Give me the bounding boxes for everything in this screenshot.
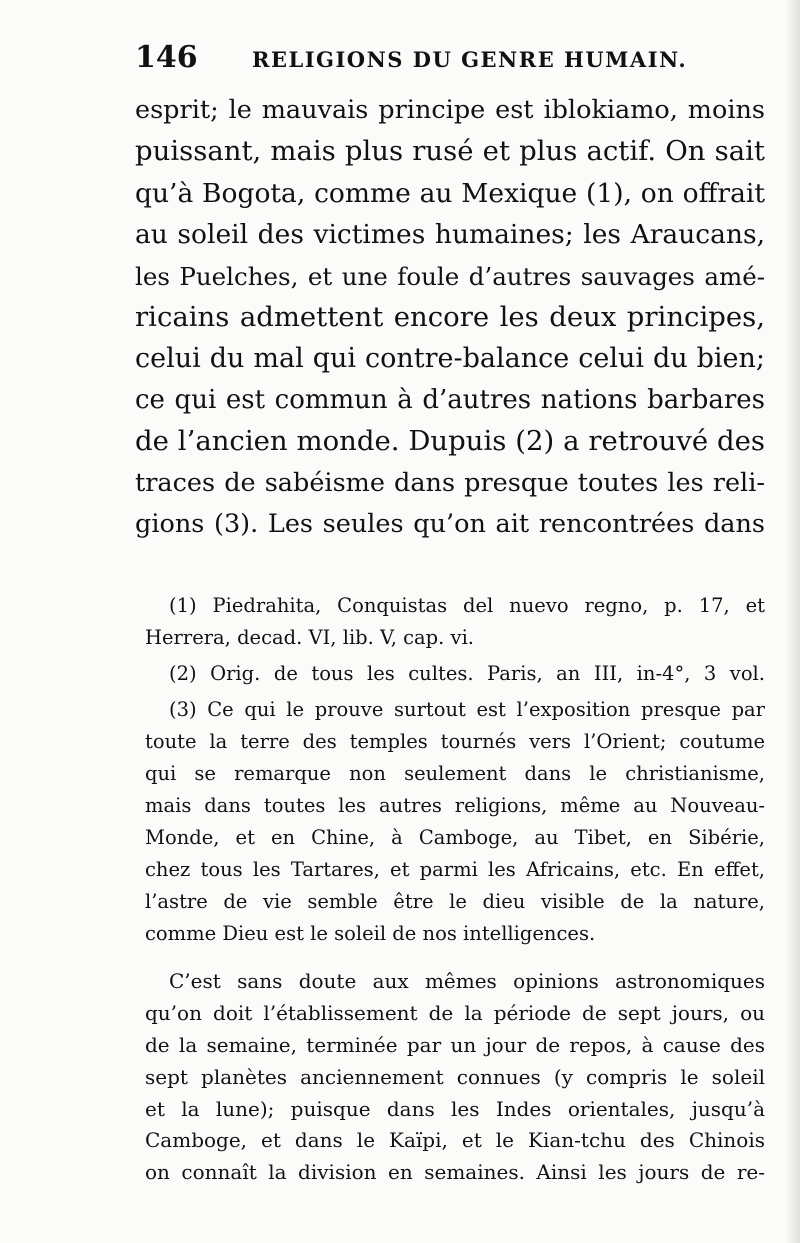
footnote-line: (2) Orig. de tous les cultes. Paris, an III, in-4°, 3 vol. <box>169 662 765 685</box>
body-line: ce qui est commun à d’autres nations barbares <box>135 384 765 415</box>
body-line: au soleil des victimes humaines; les Araucans, <box>135 219 765 251</box>
footnote-line: chez tous les Tartares, et parmi les Africains, etc. En effet, <box>145 858 765 881</box>
footnote-line: qui se remarque non seulement dans le christianisme, <box>145 762 765 785</box>
body-line: ricains admettent encore les deux principes, <box>135 300 765 333</box>
continuation-paragraph <box>145 966 765 1189</box>
body-line: esprit; le mauvais principe est iblokiamo, moins <box>135 95 765 125</box>
body-line: qu’à Bogota, comme au Mexique (1), on offrait <box>135 177 765 209</box>
footnote-line: toute la terre des temples tournés vers l’Orient; coutume <box>145 730 765 753</box>
footnote-3 <box>145 694 765 950</box>
footnote-line: (3) Ce qui le prouve surtout est l’exposition presque par <box>169 698 765 721</box>
footnote-line: mais dans toutes les autres religions, même au Nouveau- <box>145 794 765 817</box>
footnote-line: l’astre de vie semble être le dieu visible de la nature, <box>145 890 765 913</box>
body-line: gions (3). Les seules qu’on ait rencontrées dans <box>135 508 765 539</box>
paragraph-line: de la semaine, terminée par un jour de repos, à cause des <box>145 1032 765 1057</box>
footnote-line: Herrera, decad. VI, lib. V, cap. vi. <box>145 626 475 649</box>
page-number: 146 <box>135 40 198 75</box>
footnotes-block <box>145 590 765 960</box>
footnote-line: Monde, et en Chine, à Camboge, au Tibet, en Sibérie, <box>145 826 765 849</box>
running-head: RELIGIONS DU GENRE HUMAIN. <box>252 47 688 72</box>
footnote-2 <box>145 658 765 690</box>
body-line: celui du mal qui contre-balance celui du bien; <box>135 343 765 375</box>
body-line: puissant, mais plus rusé et plus actif. On sait <box>135 135 765 168</box>
paragraph-line: qu’on doit l’établissement de la période de sept jours, ou <box>145 1000 765 1025</box>
main-text-block <box>135 90 765 545</box>
body-line: traces de sabéisme dans presque toutes les reli- <box>135 467 765 498</box>
footnote-line: comme Dieu est le soleil de nos intelligences. <box>145 922 596 945</box>
paragraph-line: Camboge, et dans le Kaïpi, et le Kian-tchu des Chinois <box>145 1128 765 1153</box>
paragraph-line: on connaît la division en semaines. Ainsi les jours de re- <box>145 1160 765 1185</box>
body-line: de l’ancien monde. Dupuis (2) a retrouvé des <box>135 425 765 458</box>
page-header <box>135 40 755 80</box>
paragraph-line: et la lune); puisque dans les Indes orientales, jusqu’à <box>145 1096 765 1121</box>
paragraph-line: sept planètes anciennement connues (y compris le soleil <box>145 1064 765 1089</box>
footnote-line: (1) Piedrahita, Conquistas del nuevo regno, p. 17, et <box>169 594 765 617</box>
paragraph-line: C’est sans doute aux mêmes opinions astronomiques <box>169 969 765 993</box>
page-edge-shadow <box>786 0 800 1243</box>
body-line: les Puelches, et une foule d’autres sauvages amé- <box>135 261 765 291</box>
footnote-1 <box>145 590 765 654</box>
